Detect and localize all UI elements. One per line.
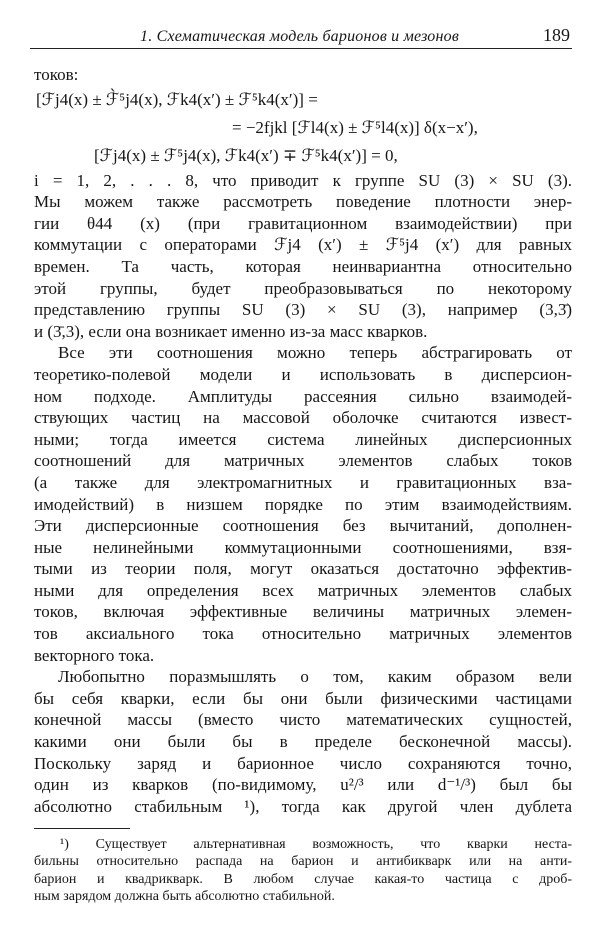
equation-line: = −2fjkl [ℱl4(x) ± ℱ⁵l4(x)] δ(x−x′),: [232, 117, 478, 137]
text-line: ¹) Существует альтернативная возможность, что кварки неста-: [60, 837, 572, 852]
page-number: 189: [543, 25, 570, 45]
text-line: ные нелинейными коммутационными соотношениями, взя-: [34, 537, 572, 557]
text-line: тов аксиального тока относительно матричных элементов: [34, 624, 572, 644]
text-line: конечной массы (вместо чисто математических сущностей,: [34, 710, 572, 730]
text-line: ным зарядом должна быть абсолютно стабильной.: [34, 889, 335, 905]
text-line: бы себя кварки, если бы они были физическими частицами: [34, 688, 572, 708]
equation-line: [ℱj4(x) ± ℱ̀⁵j4(x), ℱk4(x′) ± ℱ⁵k4(x′)] =: [36, 89, 318, 109]
text-line: i = 1, 2, . . . 8, что приводит к группе SU (3) × SU (3).: [34, 170, 572, 190]
text-line: и (3̄,3), если она возникает именно из-за масс кварков.: [34, 321, 428, 341]
running-title: 1. Схематическая модель барионов и мезонов: [140, 28, 459, 45]
footnote-rule: [34, 828, 130, 829]
text-line: теоретико-полевой модели и использовать в дисперсион-: [34, 364, 572, 384]
text-line: ном подходе. Амплитуды рассеяния сильно взаимодей-: [34, 386, 572, 406]
text-line: соотношений для матричных элементов слабых токов: [34, 451, 572, 471]
text-line: бильны относительно распада на барион и антибикварк или на анти-: [34, 854, 572, 870]
text-line: времен. Та часть, которая неинвариантна относительно: [34, 256, 572, 276]
text-line: ными для определения всех матричных элементов слабых: [34, 580, 572, 600]
text-line: Поскольку заряд и барионное число сохраняются точно,: [34, 753, 572, 773]
text-line: коммутации с операторами ℱj4 (x′) ± ℱ⁵j4 (x′) для равных: [34, 235, 572, 255]
text-line: гии θ44 (x) (при гравитационном взаимодействии) при: [34, 213, 572, 233]
page-header: [30, 22, 572, 49]
text-line: один из кварков (по-видимому, u²/³ или d⁻¹/³) был бы: [34, 775, 572, 795]
text-line: Любопытно поразмышлять о том, каким образом вели: [58, 667, 572, 687]
text-line: ствующих частиц на массовой оболочке считаются извест-: [34, 408, 572, 428]
text-line: Мы можем также рассмотреть поведение плотности энер-: [34, 192, 572, 212]
text-line: токов:: [34, 65, 79, 84]
text-line: ными; тогда имеется система линейных дисперсионных: [34, 429, 572, 449]
text-line: тыми из теории поля, могут оказаться достаточно эффектив-: [34, 559, 572, 579]
equation-line: [ℱj4(x) ± ℱ⁵j4(x), ℱk4(x′) ∓ ℱ⁵k4(x′)] = 0,: [94, 145, 398, 165]
body-text: [34, 64, 572, 817]
text-line: Все эти соотношения можно теперь абстрагировать от: [58, 343, 572, 363]
text-line: векторного тока.: [34, 645, 155, 665]
text-line: Эти дисперсионные соотношения без вычитаний, дополнен-: [34, 516, 572, 536]
text-line: (а также для электромагнитных и гравитационных вза-: [34, 472, 572, 492]
text-line: этой группы, будет преобразовываться по некоторому: [34, 278, 572, 298]
text-line: имодействий) в низшем порядке по этим взаимодействиям.: [34, 494, 572, 514]
footnote: [34, 836, 572, 906]
text-line: какими они были бы в пределе бесконечной массы).: [34, 732, 572, 752]
text-line: барион и квадрикварк. В любом случае какая-то частица с дроб-: [34, 871, 572, 887]
text-line: абсолютно стабильным ¹), тогда как другой член дублета: [34, 796, 572, 816]
text-line: токов, включая эффективные величины матричных элемен-: [34, 602, 572, 622]
text-line: представлению группы SU (3) × SU (3), например (3,3̄): [34, 300, 572, 320]
